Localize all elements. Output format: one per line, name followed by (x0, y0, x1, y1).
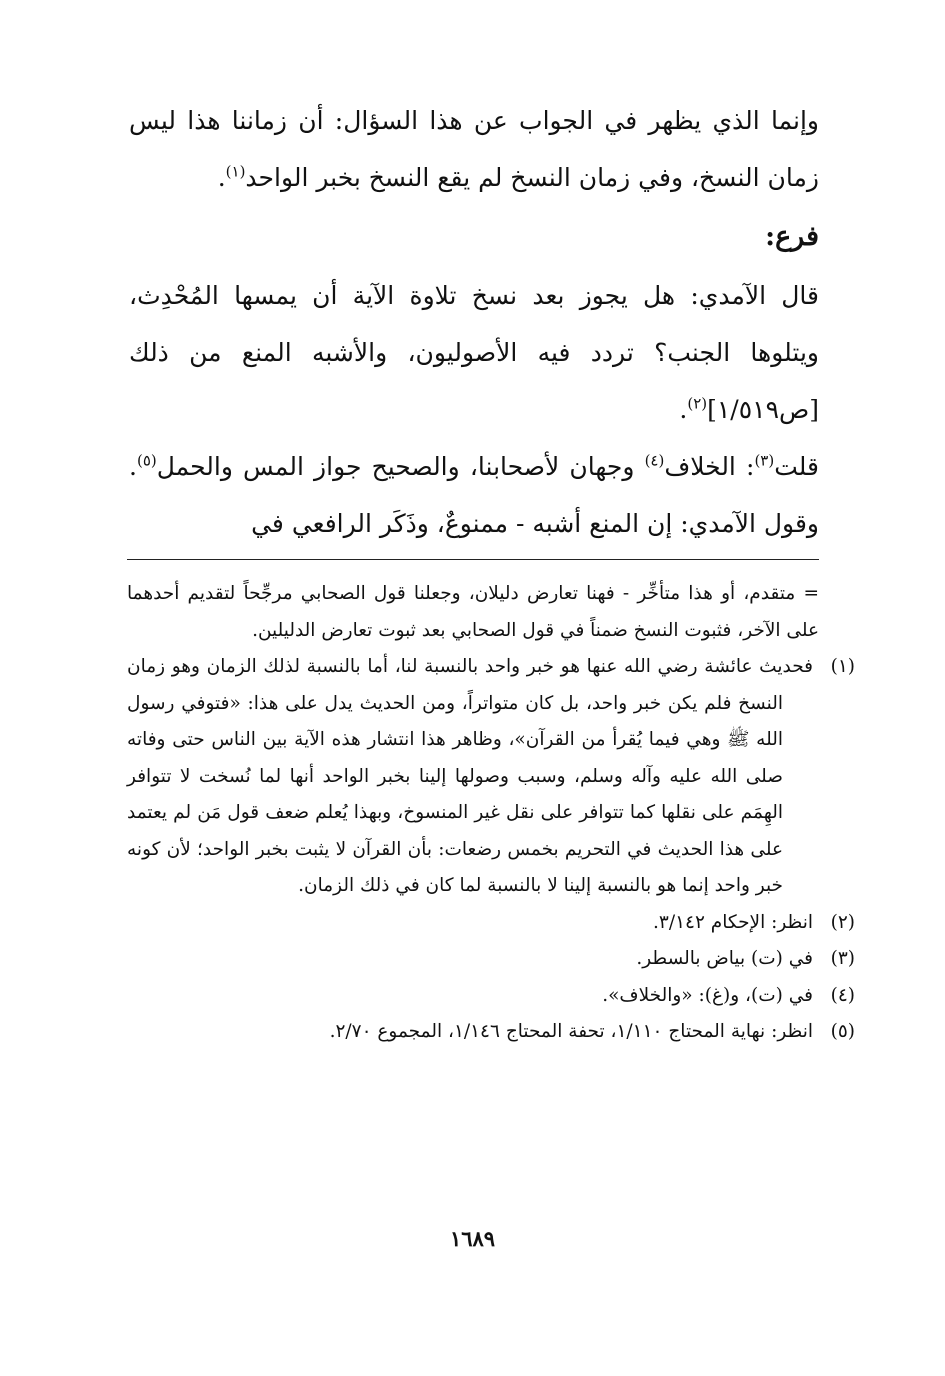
main-text (129, 92, 819, 552)
footnotes-section (127, 576, 855, 1051)
footnote-3: (٣)في (ت) بياض بالسطر. (636, 948, 855, 969)
footnote-text: فحديث عائشة رضي الله عنها هو خبر واحد بالنسبة لنا، أما بالنسبة لذلك الزمان وهو زمان النسخ فلم يكن خبر واحد، بل كان متواتراً، ومن الحديث يدل على هذا: «فتوفي رسول الله ﷺ وهي فيما يُقرأ من القرآن»، وظاهر هذا انتشار هذه الآية بين الناس حتى وفاته صلى الله عليه وآله وسلم، وسبب وصولها إلينا بخبر الواحد أنها لما نُسخت لا تتوافر الهِمَم على نقلها كما تتوافر على نقل غير المنسوخ، وبهذا يُعلم ضعف قول مَن لم يعتمد على هذا الحديث في التحريم بخمس رضعات: بأن القرآن لا يثبت بخبر الواحد؛ لأن كونه خبر واحد إنما هو بالنسبة إلينا لا بالنسبة لما كان في ذلك الزمان. (127, 656, 813, 896)
paragraph-2-text: قال الآمدي: هل يجوز بعد نسخ تلاوة الآية أن يمسها المُحْدِث، ويتلوها الجنب؟ تردد فيه الأصوليون، والأشبه المنع من ذلك [ص١/٥١٩] (129, 281, 819, 424)
paragraph-3-part-c: وجهان لأصحابنا، والصحيح جواز المس والحمل (156, 452, 645, 481)
footnote-ref-1: (١) (225, 162, 246, 181)
page-number: ١٦٨٩ (449, 1226, 496, 1251)
main-paragraph-3 (129, 438, 819, 552)
paragraph-2-end: . (679, 395, 688, 424)
footnote-ref-5: (٥) (136, 451, 157, 470)
footnote-text: في (ت)، و(غ): «والخلاف». (602, 984, 813, 1006)
footnote-text: في (ت) بياض بالسطر. (636, 948, 813, 969)
footnote-4: (٤)في (ت)، و(غ): «والخلاف». (602, 984, 855, 1006)
main-paragraph-2 (129, 267, 819, 438)
footnote-ref-2: (٢) (687, 394, 708, 413)
footnote-2: (٢)انظر: الإحكام ٣/١٤٢. (653, 911, 855, 933)
footnote-5: (٥)انظر: نهاية المحتاج ١/١١٠، تحفة المحتاج ١/١٤٦، المجموع ٢/٧٠. (329, 1021, 855, 1042)
footnote-continuation: = متقدم، أو هذا متأخِّر - فهنا تعارض دليلان، وجعلنا قول الصحابي مرجِّحاً لتقديم أحدهما على الآخر، فثبوت النسخ ضمناً في قول الصحابي بعد ثبوت تعارض الدليلين. (127, 583, 819, 641)
section-heading: فرع: (765, 221, 819, 252)
paragraph-3-part-b: : الخلاف (664, 452, 755, 481)
footnote-text: انظر: نهاية المحتاج ١/١١٠، تحفة المحتاج ١/١٤٦، المجموع ٢/٧٠. (329, 1021, 813, 1042)
footnote-text: انظر: الإحكام ٣/١٤٢. (653, 911, 813, 933)
main-paragraph-1 (129, 92, 819, 206)
paragraph-3-part-d: . وقول الآمدي: إن المنع أشبه - ممنوعٌ، وذَكَر الرافعي في (129, 452, 819, 538)
paragraph-1-end: . (217, 163, 226, 192)
footnote-divider (127, 559, 819, 560)
paragraph-3-part-a: قلت (774, 452, 819, 481)
footnote-1: (١)فحديث عائشة رضي الله عنها هو خبر واحد بالنسبة لنا، أما بالنسبة لذلك الزمان وهو زمان النسخ فلم يكن خبر واحد، بل كان متواتراً، ومن الحديث يدل على هذا: «فتوفي رسول الله ﷺ وهي فيما يُقرأ من القرآن»، وظاهر هذا انتشار هذه الآية بين الناس حتى وفاته صلى الله عليه وآله وسلم، وسبب وصولها إلينا بخبر الواحد أنها لما نُسخت لا تتوافر الهِمَم على نقلها كما تتوافر على نقل غير المنسوخ، وبهذا يُعلم ضعف قول مَن لم يعتمد على هذا الحديث في التحريم بخمس رضعات: بأن القرآن لا يثبت بخبر الواحد؛ لأن كونه خبر واحد إنما هو بالنسبة إلينا لا بالنسبة لما كان في ذلك الزمان. (127, 656, 855, 896)
footnote-ref-4: (٤) (644, 451, 665, 470)
paragraph-1-text: وإنما الذي يظهر في الجواب عن هذا السؤال: أن زماننا هذا ليس زمان النسخ، وفي زمان النسخ لم يقع النسخ بخبر الواحد (129, 106, 819, 192)
footnote-ref-3: (٣) (754, 451, 775, 470)
